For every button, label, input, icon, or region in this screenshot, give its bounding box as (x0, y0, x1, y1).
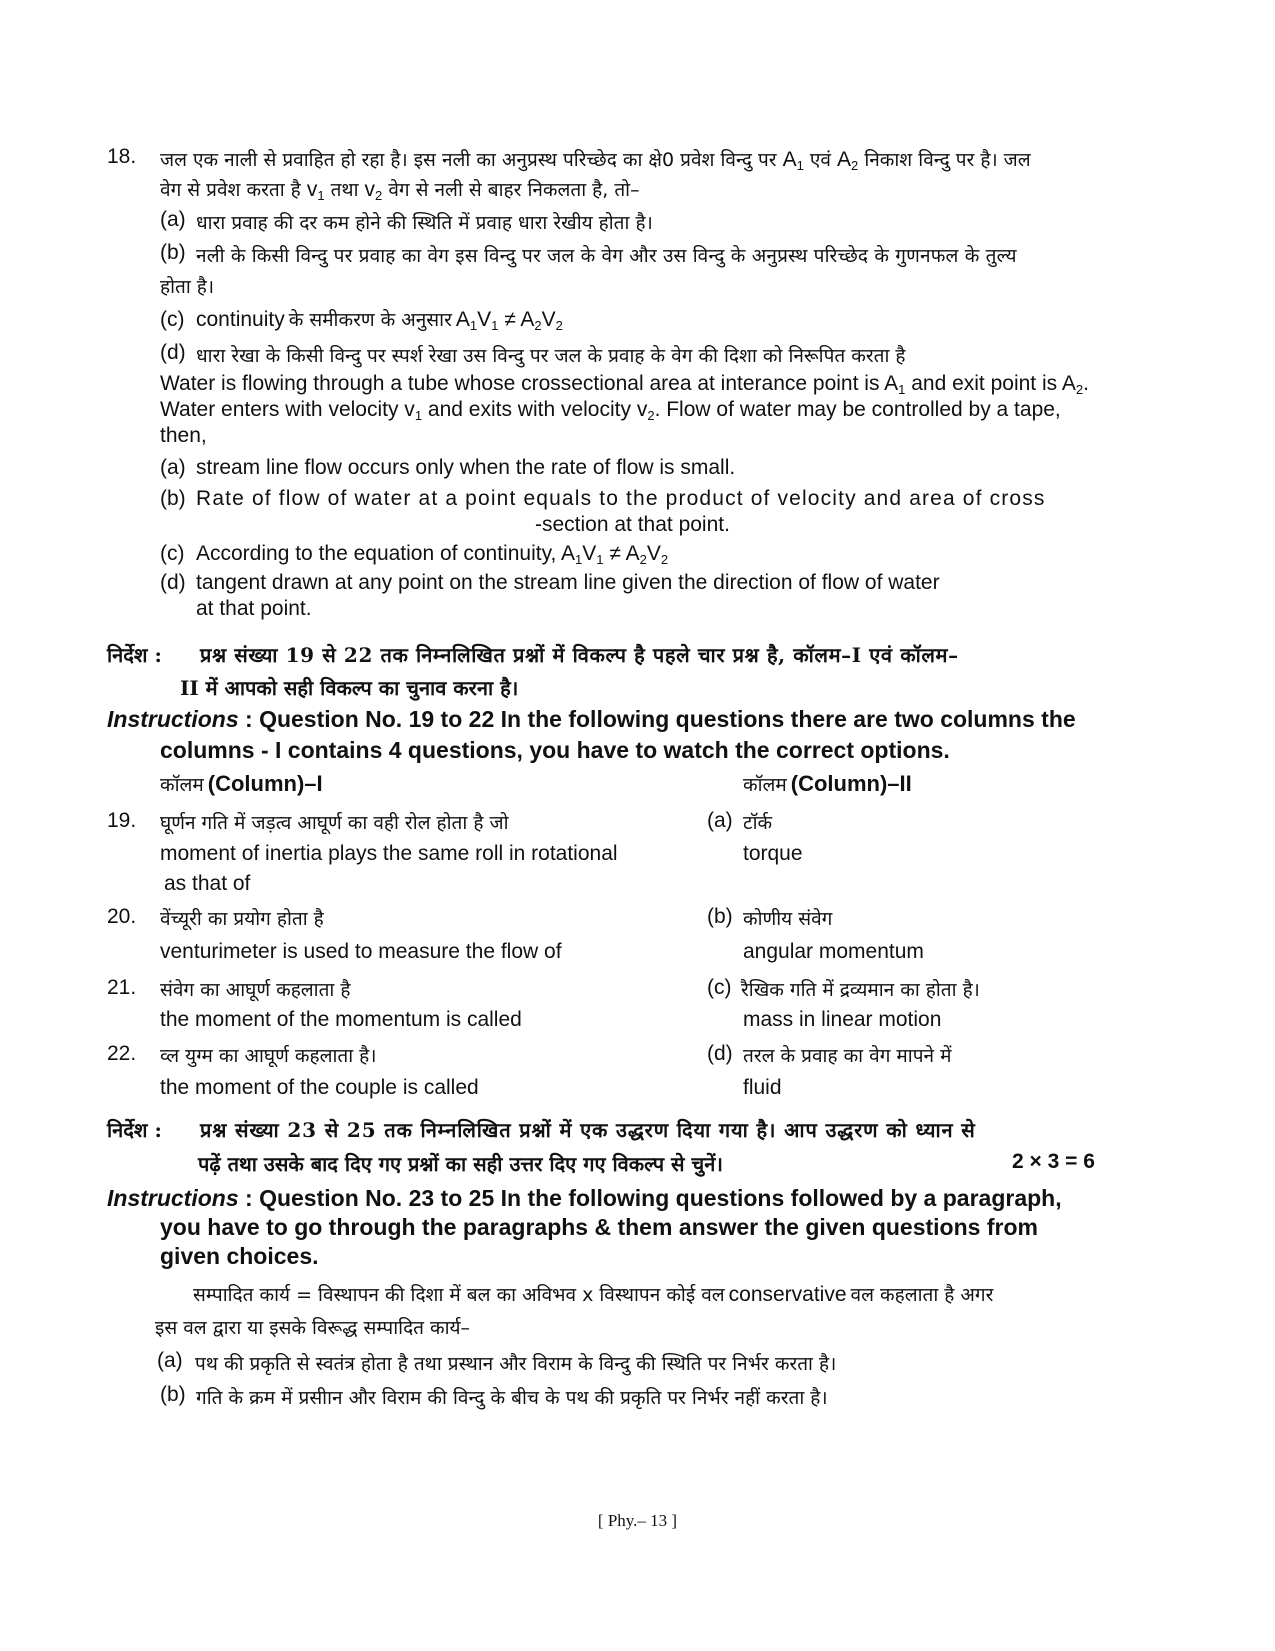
q18-line2-start: वेग से प्रवेश करता है (160, 179, 301, 201)
row22-hi: व्ल युग्म का आघूर्ण कहलाता है। (160, 1045, 377, 1067)
paragraph-option-a: पथ की प्रकृति से स्वतंत्र होता है तथा प्रस्थान और विराम के विन्दु की स्थिति पर निर्भर करता है। (195, 1353, 837, 1375)
en-a1-sub: 1 (898, 382, 906, 397)
equation-en: $A_1V_1 \ne A_2V_2$ (561, 542, 669, 567)
option-b-hi: कोणीय संवेग (743, 908, 833, 930)
continuity-word: continuity (196, 308, 285, 331)
q18-en-line2-text: Water enters with velocity v (160, 398, 415, 421)
column1-header (160, 771, 323, 797)
q18-line2-end: वेग से नली से बाहर निकलता है, तो– (388, 179, 640, 201)
q18-en-option-c (196, 542, 668, 566)
paragraph-option-b: गति के क्रम में प्रसीान और विराम की विन्दु के बीच के पथ की प्रकृति पर निर्भर नहीं करता है। (196, 1387, 828, 1409)
q18-english-line2 (160, 398, 1061, 422)
a2-sub: 2 (851, 158, 859, 173)
nirdesh1-line2: II में आपको सही विकल्प का चुनाव करना है। (180, 676, 519, 700)
paragraph-line1-a: सम्पादित कार्य = विस्थापन की दिशा में बल का अविभव x विस्थापन कोई वल (193, 1284, 725, 1306)
instructions1-line1 (107, 706, 1076, 733)
row19-en: moment of inertia plays the same roll in rotational (160, 842, 618, 865)
eq-sub: 1 (596, 552, 604, 567)
q18-en-option-c-label: (c) (160, 542, 185, 565)
row19-en2: as that of (164, 872, 251, 895)
page-footer: [ Phy.– 13 ] (597, 1511, 678, 1530)
q18-hi-option-a: धारा प्रवाह की दर कम होने की स्थिति में प्रवाह धारा रेखीय होता है। (196, 212, 653, 234)
q18-en-line2-mid: and exits with velocity v (427, 398, 648, 421)
paragraph-option-a-label: (a) (157, 1349, 183, 1372)
eq-sub: 2 (555, 318, 563, 333)
option-c-en: mass in linear motion (743, 1008, 942, 1031)
eq-sub: 2 (639, 552, 647, 567)
instructions1-text1: Question No. 19 to 22 In the following questions there are two columns the (259, 706, 1076, 732)
option-a-hi: टॉर्क (743, 812, 773, 834)
q18-hindi-text: जल एक नाली से प्रवाहित हो रहा है। इस नली का अनुप्रस्थ परिच्छेद का क्षे0 प्रवेश विन्दु पर (160, 149, 777, 171)
q18-en-option-d-cont: at that point. (196, 597, 312, 620)
column1-hi: कॉलम (160, 774, 204, 796)
q18-hi-c-mid: के समीकरण के अनुसार (288, 309, 452, 331)
eq-sub: 1 (469, 318, 478, 333)
instructions2-text1: Question No. 23 to 25 In the following questions followed by a paragraph, (259, 1185, 1062, 1211)
option-d-hi: तरल के प्रवाह का वेग मापने में (743, 1045, 952, 1067)
question-number-19: 19. (107, 809, 137, 832)
q18-and: एवं (809, 149, 831, 171)
instructions1-colon: : (238, 706, 253, 732)
instructions2-label: Instructions (107, 1185, 239, 1211)
column2-header (743, 771, 912, 797)
nirdesh1-line1: प्रश्न संख्या 19 से 22 तक निम्नलिखित प्रश्नों में विकल्प है पहले चार प्रश्न है, कॉलम–I एवं कॉलम– (200, 643, 959, 667)
q18-hindi-end: निकाश विन्दु पर है। जल (864, 149, 1031, 171)
nirdesh1-label: निर्देश : (107, 643, 162, 667)
neq-symbol: ≠ (609, 542, 621, 565)
nirdesh2-line1: प्रश्न संख्या 23 से 25 तक निम्नलिखित प्रश्नों में एक उद्धरण दिया गया है। आप उद्धरण को ध्यान से (200, 1118, 976, 1142)
option-b-en: angular momentum (743, 940, 924, 963)
q18-english-line3: then, (160, 424, 207, 447)
option-b-label: (b) (707, 905, 733, 928)
row21-hi: संवेग का आघूर्ण कहलाता है (160, 979, 351, 1001)
q18-hi-option-a-label: (a) (160, 208, 186, 231)
option-d-label: (d) (707, 1042, 733, 1065)
eq-sub: 1 (491, 318, 499, 333)
paragraph-option-b-label: (b) (160, 1383, 186, 1406)
instructions2-colon: : (238, 1185, 253, 1211)
q18-en-c-text: According to the equation of continuity, (196, 542, 557, 565)
equation-a1v1-neq-a2v2: $A_1V_1 \ne A_2V_2$ (455, 308, 563, 333)
q18-hi-option-d-label: (d) (160, 341, 186, 364)
v2-letter: v (364, 178, 376, 201)
nirdesh2-label: निर्देश : (107, 1118, 162, 1142)
q18-en-option-a: stream line flow occurs only when the rate of flow is small. (196, 456, 736, 479)
instructions2-line1 (107, 1185, 1062, 1212)
q18-en-option-b-label: (b) (160, 487, 186, 510)
q18-a2 (837, 148, 858, 171)
a2-letter: A (837, 148, 852, 171)
q18-en-option-a-label: (a) (160, 456, 186, 479)
question-number-22: 22. (107, 1042, 137, 1065)
v2-sub: 2 (375, 188, 383, 203)
q18-v1 (307, 178, 325, 201)
column2-hi: कॉलम (743, 774, 787, 796)
q18-v2 (365, 178, 383, 201)
q18-en-option-d-label: (d) (160, 571, 186, 594)
q18-hindi-line2 (160, 176, 640, 202)
row19-hi: घूर्णन गति में जड़त्व आघूर्ण का वही रोल होता है जो (160, 812, 509, 834)
a1-letter: A (782, 148, 797, 171)
v1-letter: v (306, 178, 318, 201)
eq-sub: 2 (660, 552, 669, 567)
q18-line2-mid: तथा (330, 179, 359, 201)
paragraph-conservative: conservative (728, 1283, 847, 1306)
marks-scheme: 2 × 3 = 6 (1012, 1150, 1095, 1173)
row21-en: the moment of the momentum is called (160, 1008, 522, 1031)
instructions2-line3: given choices. (160, 1243, 319, 1269)
q18-english-line1: Water is flowing through a tube whose crossectional area at interance point is $A_1$ and exit point is $A_2$. (160, 372, 1089, 397)
q18-hindi-line1 (160, 146, 1031, 172)
question-number-20: 20. (107, 905, 137, 928)
nirdesh2-line2: पढ़ें तथा उसके बाद दिए गए प्रश्नों का सही उत्तर दिए गए विकल्प से चुनें। (198, 1152, 723, 1176)
row20-en: venturimeter is used to measure the flow of (160, 940, 562, 963)
question-number-18: 18. (107, 145, 137, 168)
q18-en-option-b: Rate of flow of water at a point equals to the product of velocity and area of cross (196, 487, 1046, 510)
column1-en: (Column)–I (207, 771, 323, 796)
v1-sub: 1 (317, 188, 325, 203)
paragraph-line1-b: वल कहलाता है अगर (850, 1284, 994, 1306)
row22-en: the moment of the couple is called (160, 1076, 479, 1099)
en-v1-sub: 1 (414, 408, 423, 423)
en-v2-sub: 2 (647, 408, 655, 423)
q18-hi-option-b: नली के किसी विन्दु पर प्रवाह का वेग इस विन्दु पर जल के वेग और उस विन्दु के अनुप्रस्थ परिच्छेद के गुणनफल के तुल्य (196, 245, 1017, 267)
q18-hi-option-d: धारा रेखा के किसी विन्दु पर स्पर्श रेखा उस विन्दु पर जल के प्रवाह के वेग की दिशा को निरूपित करता है (196, 345, 906, 367)
q18-a1 (783, 148, 804, 171)
question-number-21: 21. (107, 976, 137, 999)
option-c-hi: रैखिक गति में द्रव्यमान का होता है। (741, 979, 980, 1001)
option-a-label: (a) (707, 809, 733, 832)
option-c-label: (c) (707, 976, 732, 999)
q18-hi-option-b-label: (b) (160, 241, 186, 264)
instructions2-line2: you have to go through the paragraphs & them answer the given questions from (160, 1214, 1038, 1240)
option-d-en: fluid (743, 1076, 782, 1099)
neq-symbol: ≠ (504, 308, 516, 331)
instructions1-label: Instructions (107, 706, 239, 732)
option-a-en: torque (743, 842, 803, 865)
q18-en-option-b-cont: -section at that point. (535, 513, 730, 536)
a1-sub: 1 (796, 158, 804, 173)
q18-hi-option-c-label: (c) (160, 308, 185, 331)
eq-sub: 1 (575, 552, 583, 567)
row20-hi: वेंच्यूरी का प्रयोग होता है (160, 908, 324, 930)
instructions1-line2: columns - I contains 4 questions, you have to watch the correct options. (160, 737, 950, 763)
q18-en-line1-text: Water is flowing through a tube whose crossectional area at interance point is A (160, 372, 899, 395)
q18-hi-option-c (196, 306, 563, 332)
column2-en: (Column)–II (790, 771, 912, 796)
q18-en-line1-mid: and exit point is A (911, 372, 1076, 395)
q18-en-line2-end: . Flow of water may be controlled by a tape, (654, 398, 1061, 421)
q18-hi-option-b-cont: होता है। (160, 276, 215, 298)
en-a2-sub: 2 (1075, 382, 1084, 397)
paragraph-line1 (193, 1281, 993, 1307)
eq-sub: 2 (534, 318, 542, 333)
paragraph-line2: इस वल द्वारा या इसके विरूद्ध सम्पादित कार्य– (155, 1317, 471, 1339)
q18-en-option-d: tangent drawn at any point on the stream line given the direction of flow of water (196, 571, 940, 594)
